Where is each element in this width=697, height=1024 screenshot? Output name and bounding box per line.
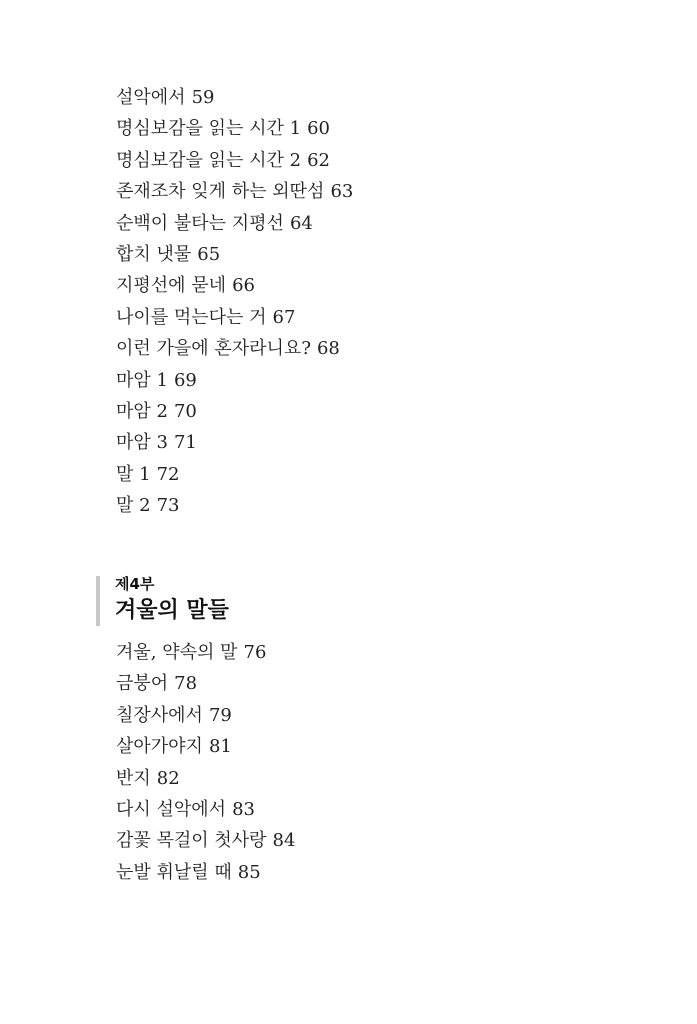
toc-entry-title: 살아가야지 — [116, 736, 203, 758]
toc-entry-page: 71 — [173, 432, 197, 454]
toc-entry — [116, 274, 353, 305]
toc-entry-page: 84 — [272, 830, 296, 852]
toc-entry-page: 69 — [173, 369, 197, 391]
toc-entry-title: 반지 — [116, 767, 151, 789]
toc-entry-title: 말 2 — [116, 495, 151, 517]
toc-entry — [116, 180, 353, 211]
toc-entry — [116, 735, 295, 766]
toc-entry-title: 나이를 먹는다는 거 — [116, 306, 267, 328]
toc-entry-title: 마암 3 — [116, 432, 168, 454]
toc-entry — [116, 212, 353, 243]
toc-entry — [116, 86, 353, 117]
toc-entry-page: 63 — [330, 181, 354, 203]
toc-entry-page: 85 — [237, 861, 261, 883]
toc-entry-page: 72 — [156, 463, 180, 485]
toc-list-continued — [116, 86, 353, 525]
toc-entry — [116, 641, 295, 672]
toc-entry — [116, 117, 353, 148]
toc-entry — [116, 829, 295, 860]
toc-entry-title: 금붕어 — [116, 673, 169, 695]
toc-entry-page: 81 — [208, 736, 232, 758]
toc-entry-page: 59 — [191, 87, 215, 108]
toc-entry-title: 존재조차 잊게 하는 외딴섬 — [116, 181, 325, 203]
toc-entry — [116, 494, 353, 525]
toc-entry-title: 다시 설악에서 — [116, 798, 227, 820]
toc-entry-page: 64 — [289, 212, 313, 234]
part-divider-bar — [96, 576, 100, 626]
toc-entry — [116, 463, 353, 494]
toc-entry-page: 60 — [307, 118, 331, 140]
toc-entry-title: 말 1 — [116, 463, 151, 485]
toc-entry-page: 73 — [156, 495, 180, 517]
toc-entry-page: 68 — [316, 338, 340, 360]
toc-entry-title: 합치 냇물 — [116, 243, 192, 265]
toc-list-part4 — [116, 641, 295, 892]
toc-entry-page: 70 — [173, 400, 197, 422]
toc-entry-page: 66 — [232, 275, 255, 297]
toc-entry-page: 76 — [243, 642, 267, 663]
toc-entry-title: 마암 2 — [116, 400, 168, 422]
part-header — [96, 574, 396, 628]
toc-entry — [116, 767, 295, 798]
toc-entry — [116, 243, 353, 274]
toc-entry-page: 79 — [208, 704, 232, 726]
toc-entry — [116, 369, 353, 400]
toc-entry — [116, 704, 295, 735]
toc-entry-title: 칠장사에서 — [116, 704, 203, 726]
toc-entry-title: 설악에서 — [116, 87, 186, 108]
toc-entry — [116, 431, 353, 462]
toc-entry-page: 83 — [232, 798, 255, 820]
toc-entry-title: 명심보감을 읽는 시간 2 — [116, 149, 302, 171]
toc-entry-title: 눈발 휘날릴 때 — [116, 861, 232, 883]
toc-entry-title: 겨울, 약속의 말 — [116, 642, 238, 663]
part-title: 겨울의 말들 — [115, 598, 229, 623]
toc-entry-title: 마암 1 — [116, 369, 168, 391]
toc-entry-page: 65 — [197, 243, 221, 265]
toc-entry-page: 82 — [156, 767, 180, 789]
toc-entry-page: 78 — [174, 673, 198, 695]
toc-entry-page: 67 — [272, 306, 296, 328]
toc-entry-title: 명심보감을 읽는 시간 1 — [116, 118, 302, 140]
toc-entry — [116, 798, 295, 829]
toc-entry — [116, 861, 295, 892]
toc-entry — [116, 149, 353, 180]
toc-entry — [116, 672, 295, 703]
toc-entry — [116, 306, 353, 337]
part-label: 제4부 — [115, 575, 155, 593]
toc-entry-title: 감꽃 목걸이 첫사랑 — [116, 830, 267, 852]
toc-entry — [116, 400, 353, 431]
toc-entry-title: 이런 가을에 혼자라니요? — [116, 338, 311, 360]
toc-entry-title: 지평선에 묻네 — [116, 275, 227, 297]
toc-entry — [116, 337, 353, 368]
toc-entry-page: 62 — [307, 149, 331, 171]
toc-entry-title: 순백이 불타는 지평선 — [116, 212, 284, 234]
